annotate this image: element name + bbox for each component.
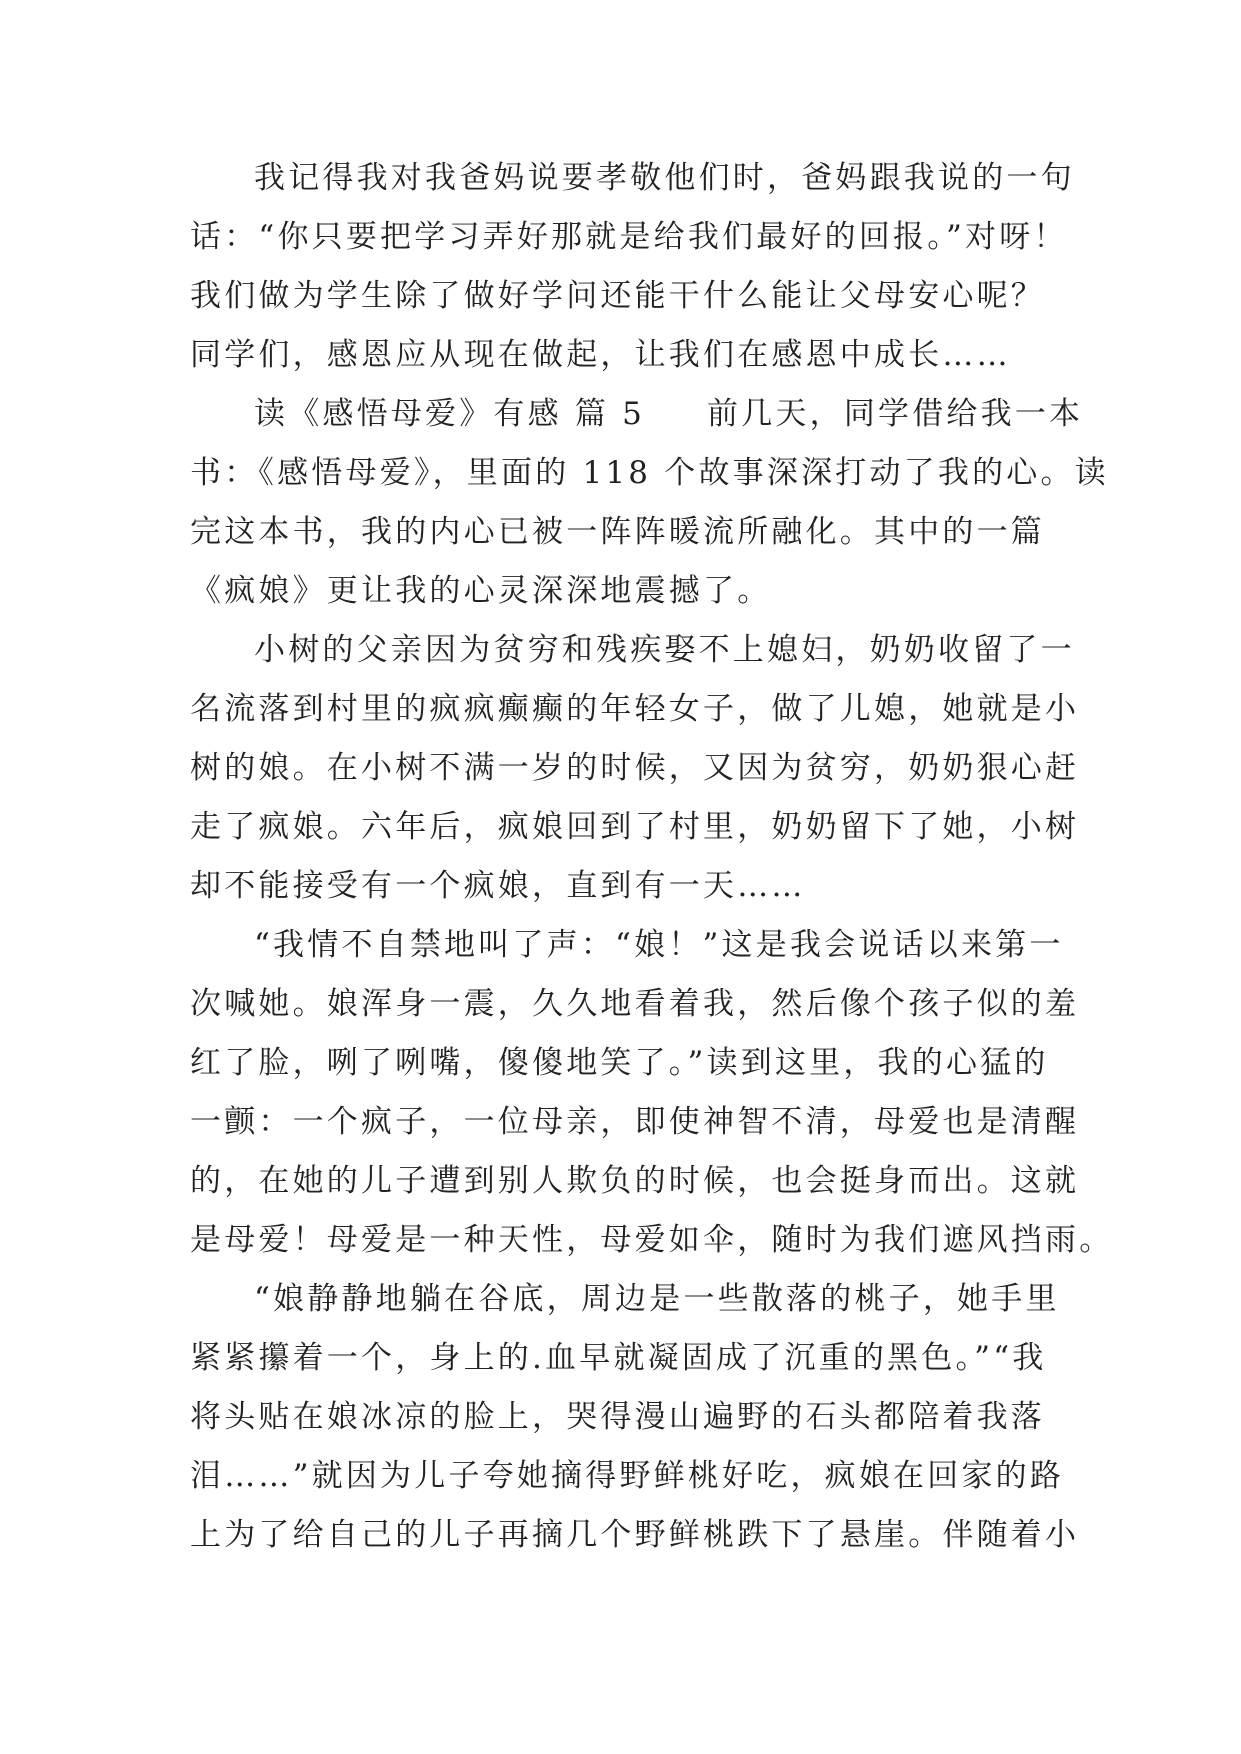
section-heading: 读《感悟母爱》有感 篇 5 [254,396,646,432]
paragraph-line: 一颤：一个疯子，一位母亲，即使神智不清，母爱也是清醒 [190,1104,1080,1140]
paragraph-line: 走了疯娘。六年后，疯娘回到了村里，奶奶留下了她，小树 [190,809,1080,845]
paragraph-line: 紧紧攥着一个，身上的.血早就凝固成了沉重的黑色。”“我 [190,1340,1047,1376]
section-heading-line [190,385,1084,444]
paragraph-line: 我们做为学生除了做好学问还能干什么能让父母安心呢？ [190,278,1045,314]
paragraph-line: 名流落到村里的疯疯癫癫的年轻女子，做了儿媳，她就是小 [190,691,1080,727]
paragraph-line: 话：“你只要把学习弄好那就是给我们最好的回报。”对呀！ [190,219,1068,255]
paragraph-line: “娘静静地躺在谷底，周边是一些散落的桃子，她手里 [254,1281,1060,1317]
paragraph-line: 次喊她。娘浑身一震，久久地看着我，然后像个孩子似的羞 [190,986,1080,1022]
paragraph-line: 上为了给自己的儿子再摘几个野鲜桃跌下了悬崖。伴随着小 [190,1517,1080,1553]
paragraph-line: 是母爱！母爱是一种天性，母爱如伞，随时为我们遮风挡雨。 [190,1222,1114,1258]
paragraph-line: 完这本书，我的内心已被一阵阵暖流所融化。其中的一篇 [190,514,1045,550]
paragraph-line: 树的娘。在小树不满一岁的时候，又因为贫穷，奶奶狠心赶 [190,750,1080,786]
paragraph-text: 前几天，同学借给我一本 [707,396,1084,432]
paragraph-line: 同学们，感恩应从现在做起，让我们在感恩中成长…… [190,337,1011,373]
paragraph-line: “我情不自禁地叫了声：“娘！”这是我会说话以来第一 [254,927,1064,963]
paragraph-line: 将头贴在娘冰凉的脸上，哭得漫山遍野的石头都陪着我落 [190,1399,1045,1435]
paragraph-line: 书：《感悟母爱》，里面的 118 个故事深深打动了我的心。读 [190,455,1109,491]
paragraph-line: 却不能接受有一个疯娘，直到有一天…… [190,868,806,904]
paragraph-line: 泪……”就因为儿子夸她摘得野鲜桃好吃，疯娘在回家的路 [190,1458,1065,1494]
paragraph-line: 的，在她的儿子遭到别人欺负的时候，也会挺身而出。这就 [190,1163,1080,1199]
paragraph-line: 我记得我对我爸妈说要孝敬他们时，爸妈跟我说的一句 [254,160,1075,196]
paragraph-line: 红了脸，咧了咧嘴，傻傻地笑了。”读到这里，我的心猛的 [190,1045,1049,1081]
paragraph-line: 小树的父亲因为贫穷和残疾娶不上媳妇，奶奶收留了一 [254,632,1075,668]
paragraph-line: 《疯娘》更让我的心灵深深地震撼了。 [190,573,772,609]
